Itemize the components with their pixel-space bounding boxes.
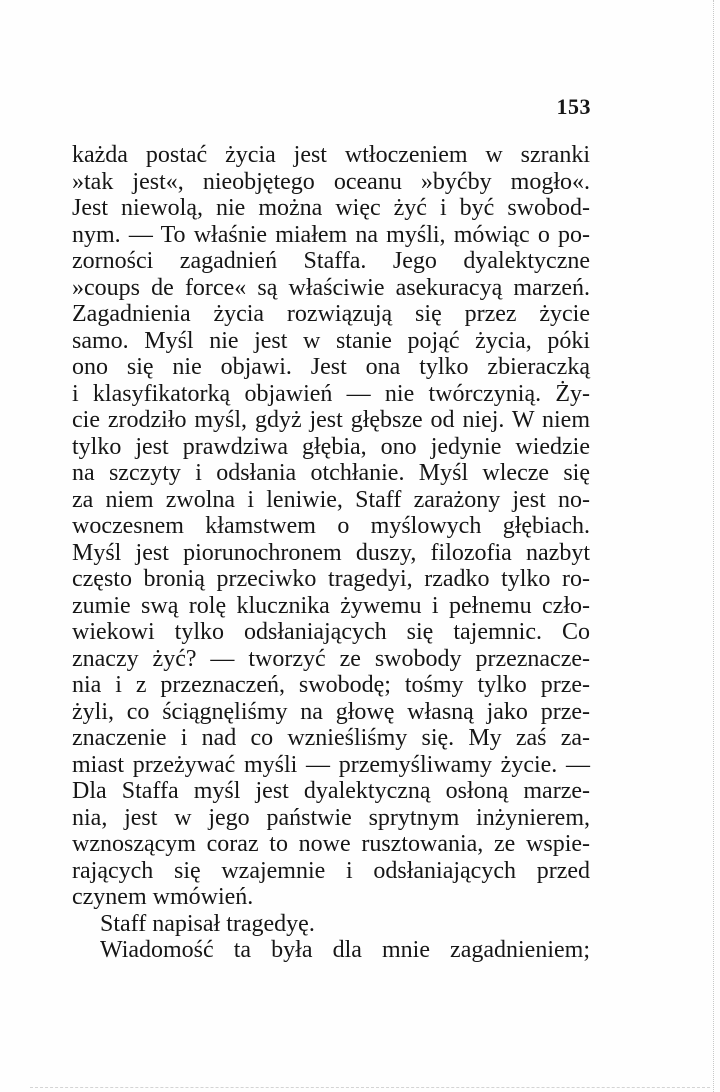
text-line: Jest niewolą, nie można więc żyć i być swobod- xyxy=(72,195,590,221)
text-line: za niem zwolna i leniwie, Staff zarażony jest no- xyxy=(72,486,590,513)
text-line: Myśl jest piorunochronem duszy, filozofia nazbyt xyxy=(72,539,590,566)
text-line: wznoszącym coraz to nowe rusztowania, ze wspie- xyxy=(72,831,590,857)
text-line: ono się nie objawi. Jest ona tylko zbieraczką xyxy=(72,354,590,380)
text-line: Wiadomość ta była dla mnie zagadnieniem; xyxy=(100,937,590,963)
text-line: każda postać życia jest wtłoczeniem w szranki xyxy=(72,142,590,168)
text-line: na szczyty i odsłania otchłanie. Myśl wlecze się xyxy=(72,460,590,486)
page-edge-bottom xyxy=(30,1087,710,1088)
text-line: czynem wmówień. xyxy=(72,884,254,910)
text-line: Dla Staffa myśl jest dyalektyczną osłoną marze- xyxy=(72,778,590,804)
text-line: zumie swą rolę klucznika żywemu i pełnemu czło- xyxy=(72,592,590,619)
text-line: i klasyfikatorką objawień — nie twórczynią. Ży- xyxy=(72,380,590,407)
page-edge-right xyxy=(713,0,720,1092)
text-line: tylko jest prawdziwa głębia, ono jedynie wiedzie xyxy=(72,433,590,460)
text-line: żyli, co ściągnęliśmy na głowę własną jako prze- xyxy=(72,698,590,725)
text-line: zorności zagadnień Staffa. Jego dyalektyczne xyxy=(72,248,590,274)
text-line: Staff napisał tragedyę. xyxy=(100,910,315,937)
text-line: nia, jest w jego państwie sprytnym inżynierem, xyxy=(72,804,590,831)
text-line: nym. — To właśnie miałem na myśli, mówiąc o po- xyxy=(72,221,590,248)
text-line: »coups de force« są właściwie asekuracyą marzeń. xyxy=(72,274,590,301)
text-line: cie zrodziło myśl, gdyż jest głębsze od niej. W niem xyxy=(72,407,590,433)
text-line: Zagadnienia życia rozwiązują się przez życie xyxy=(72,301,590,327)
text-line: nia i z przeznaczeń, swobodę; tośmy tylko prze- xyxy=(72,672,590,698)
text-line: samo. Myśl nie jest w stanie pojąć życia, póki xyxy=(72,327,590,354)
text-line: znaczenie i nad co wznieśliśmy się. My zaś za- xyxy=(72,725,590,751)
text-line: wiekowi tylko odsłaniających się tajemnic. Co xyxy=(72,619,590,645)
text-line: rających się wzajemnie i odsłaniających przed xyxy=(72,857,590,884)
text-line: miast przeżywać myśli — przemyśliwamy życie. — xyxy=(72,751,590,778)
body-text xyxy=(72,142,590,964)
page-number: 153 xyxy=(556,94,591,119)
text-line: »tak jest«, nieobjętego oceanu »byćby mogło«. xyxy=(72,168,590,195)
text-line: często bronią przeciwko tragedyi, rzadko tylko ro- xyxy=(72,566,590,592)
text-line: znaczy żyć? — tworzyć ze swobody przeznacze- xyxy=(72,645,590,672)
text-line: woczesnem kłamstwem o myślowych głębiach. xyxy=(72,513,590,539)
